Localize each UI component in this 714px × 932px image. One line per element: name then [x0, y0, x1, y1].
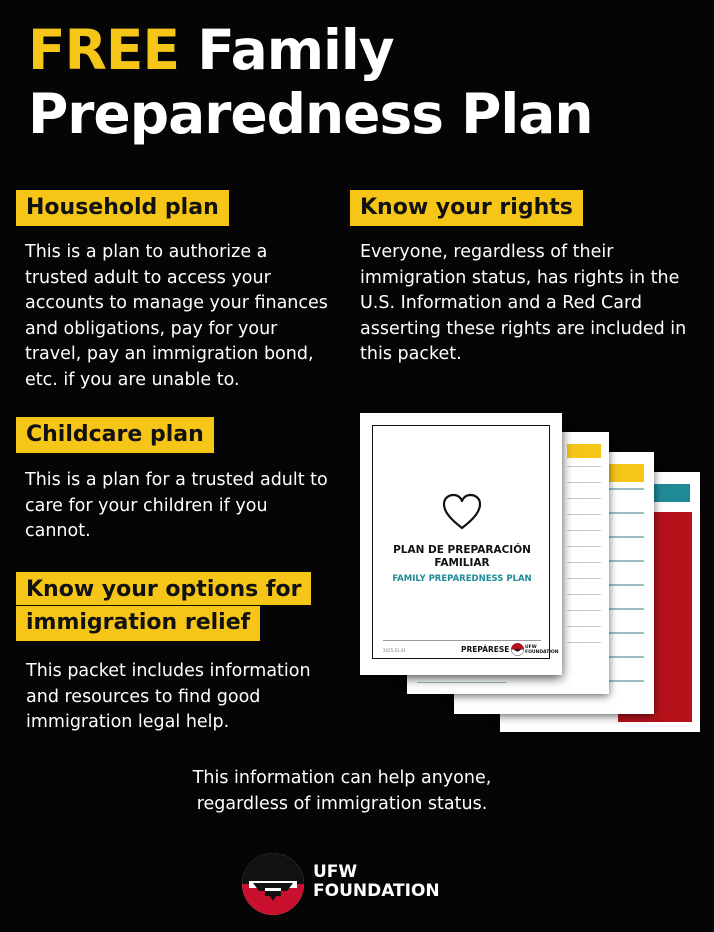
- ufw-foundation-logo-text: [313, 863, 440, 901]
- logo-line2: FOUNDATION: [313, 881, 440, 901]
- childcare-plan-label: Childcare plan: [16, 417, 214, 453]
- know-your-options-label-line1: Know your options for: [26, 577, 302, 602]
- closing-line2: regardless of immigration status.: [196, 793, 488, 814]
- household-plan-text: This is a plan to authorize a trusted adult to access your accounts to manage your finances and obligations, pay for your travel, pay an immigration bond, etc. if you are unable to.: [25, 242, 328, 390]
- know-your-options-text: This packet includes information and resources to find good immigration legal help.: [26, 661, 311, 732]
- cover-code: 2025.01.01: [383, 648, 406, 653]
- title-line-1: [28, 18, 708, 82]
- cover-logo-line2: FOUNDATION: [525, 650, 559, 655]
- title-accent: FREE: [28, 18, 180, 82]
- title-line-2: Preparedness Plan: [28, 82, 593, 146]
- heart-icon: [441, 492, 483, 532]
- logo-line1: UFW: [313, 862, 358, 882]
- cover-logo-text: [525, 645, 559, 655]
- know-your-options-label-2: [16, 606, 260, 641]
- cover-ufw-logo-icon: [511, 643, 524, 656]
- carousel-indicator[interactable]: [327, 926, 355, 932]
- cover-subtitle: FAMILY PREPAREDNESS PLAN: [392, 574, 532, 584]
- document-cover: [360, 413, 562, 675]
- cover-logo-line1: UFW: [525, 645, 537, 650]
- page-title: [28, 18, 708, 146]
- know-your-options-label: [16, 572, 311, 605]
- closing-statement: [0, 766, 684, 817]
- childcare-plan-text: This is a plan for a trusted adult to care for your children if you cannot.: [25, 470, 328, 541]
- cover-title-line1: PLAN DE PREPARACIÓN: [393, 544, 531, 556]
- title-rest: Family: [197, 18, 394, 82]
- cover-title: [373, 544, 551, 570]
- household-plan-label: Household plan: [16, 190, 229, 226]
- page2-tab: [604, 464, 644, 482]
- closing-line1: This information can help anyone,: [192, 768, 492, 788]
- know-your-rights-label: Know your rights: [350, 190, 583, 226]
- page1-tab: [567, 444, 601, 458]
- cover-frame: [372, 425, 559, 659]
- know-your-options-label-line2: immigration relief: [26, 610, 251, 635]
- cover-title-line2: FAMILIAR: [434, 557, 490, 569]
- ufw-foundation-logo-icon: [241, 852, 305, 916]
- cover-footer-rule: [383, 640, 541, 641]
- know-your-rights-text: Everyone, regardless of their immigration status, has rights in the U.S. Information and a Red Card asserting these rights are included in this packet.: [360, 242, 687, 364]
- cover-footer-label: PREPÁRESE: [461, 645, 510, 654]
